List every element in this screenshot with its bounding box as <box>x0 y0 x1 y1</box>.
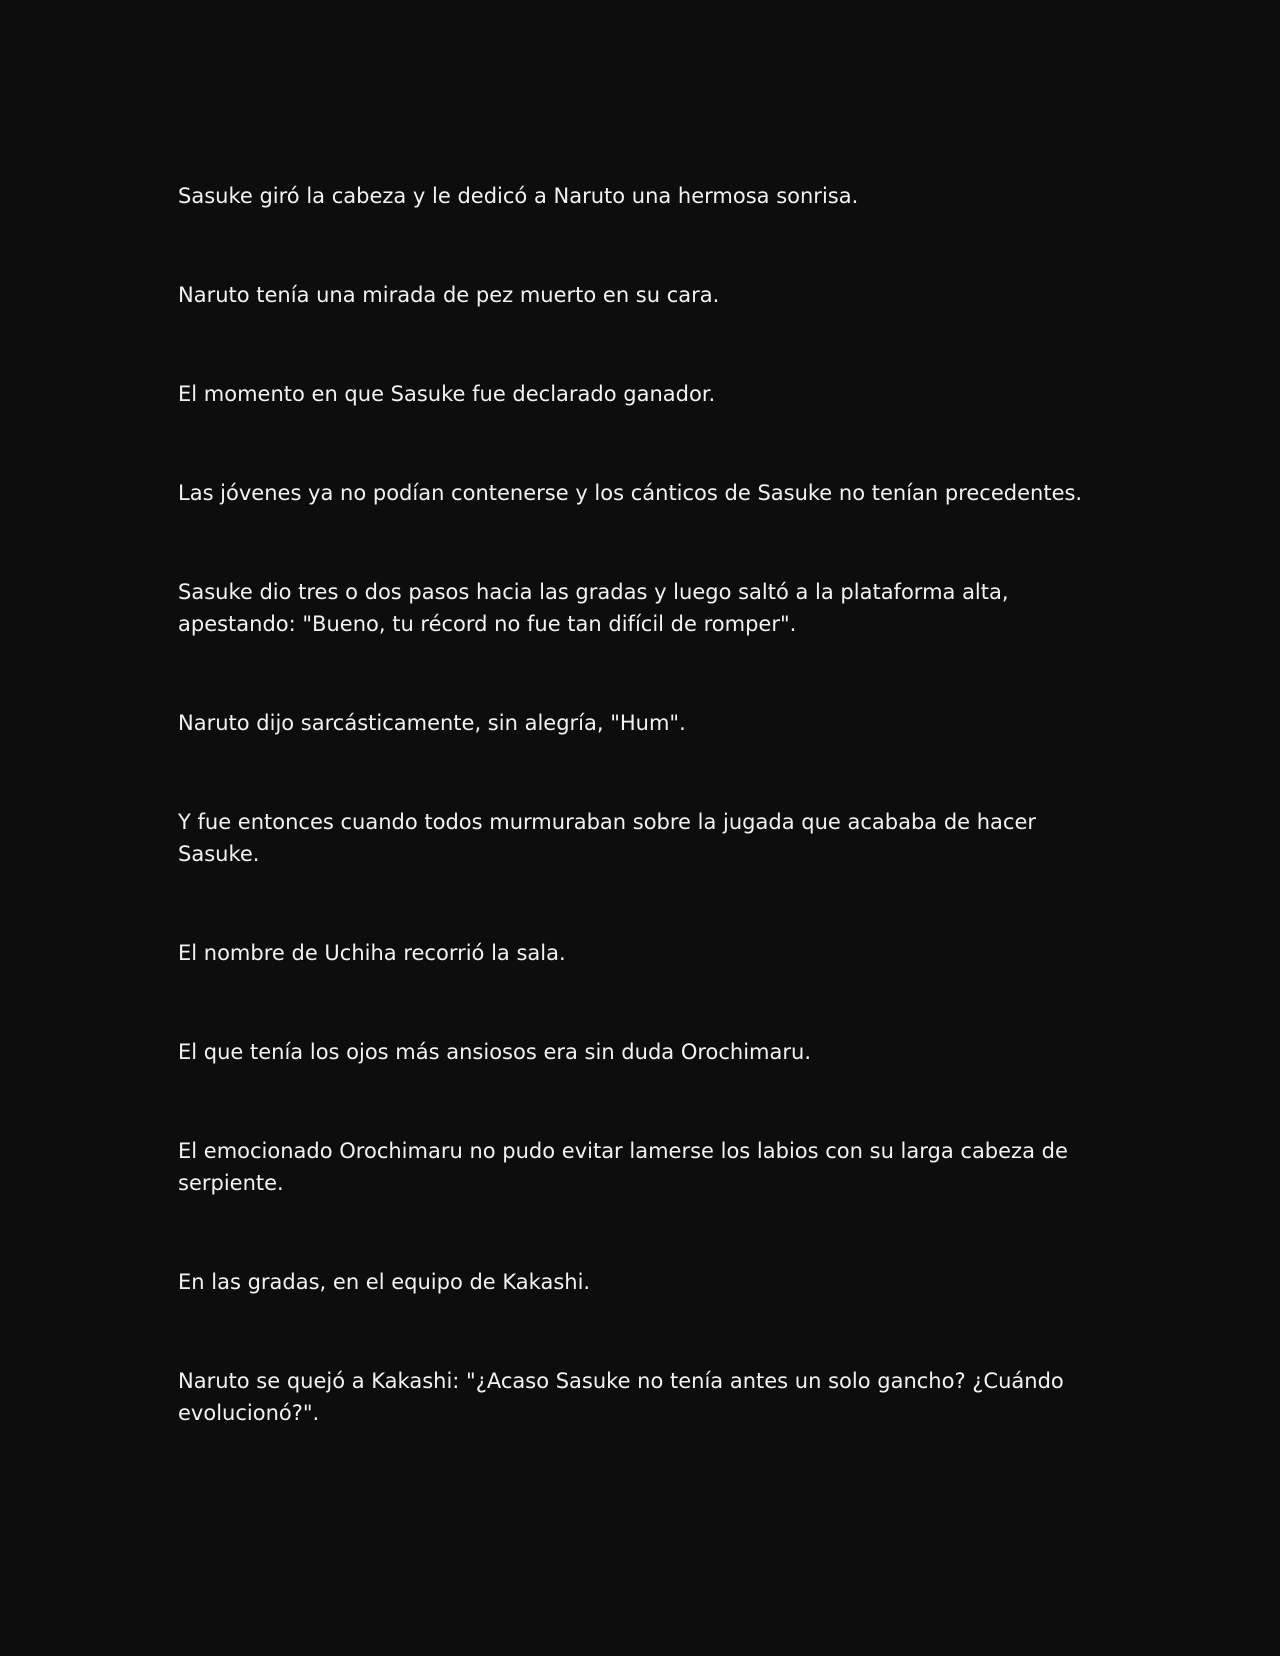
paragraph: Naruto dijo sarcásticamente, sin alegría, "Hum". <box>178 711 686 735</box>
paragraph: El nombre de Uchiha recorrió la sala. <box>178 941 566 965</box>
paragraph: Sasuke giró la cabeza y le dedicó a Naruto una hermosa sonrisa. <box>178 184 859 208</box>
paragraph: Las jóvenes ya no podían contenerse y los cánticos de Sasuke no tenían precedentes. <box>178 481 1083 505</box>
paragraph: Y fue entonces cuando todos murmuraban sobre la jugada que acababa de hacer Sasuke. <box>178 810 1037 866</box>
paragraph: Naruto tenía una mirada de pez muerto en su cara. <box>178 283 720 307</box>
document-text-body <box>178 180 1108 1496</box>
paragraph: El que tenía los ojos más ansiosos era sin duda Orochimaru. <box>178 1040 812 1064</box>
paragraph: Sasuke dio tres o dos pasos hacia las gradas y luego saltó a la plataforma alta, apestando: "Bueno, tu récord no fue tan difícil de romper". <box>178 580 1009 636</box>
paragraph: El emocionado Orochimaru no pudo evitar lamerse los labios con su larga cabeza de serpiente. <box>178 1139 1068 1195</box>
paragraph: En las gradas, en el equipo de Kakashi. <box>178 1270 591 1294</box>
paragraph: El momento en que Sasuke fue declarado ganador. <box>178 382 716 406</box>
paragraph: Naruto se quejó a Kakashi: "¿Acaso Sasuke no tenía antes un solo gancho? ¿Cuándo evolucionó?". <box>178 1369 1064 1425</box>
